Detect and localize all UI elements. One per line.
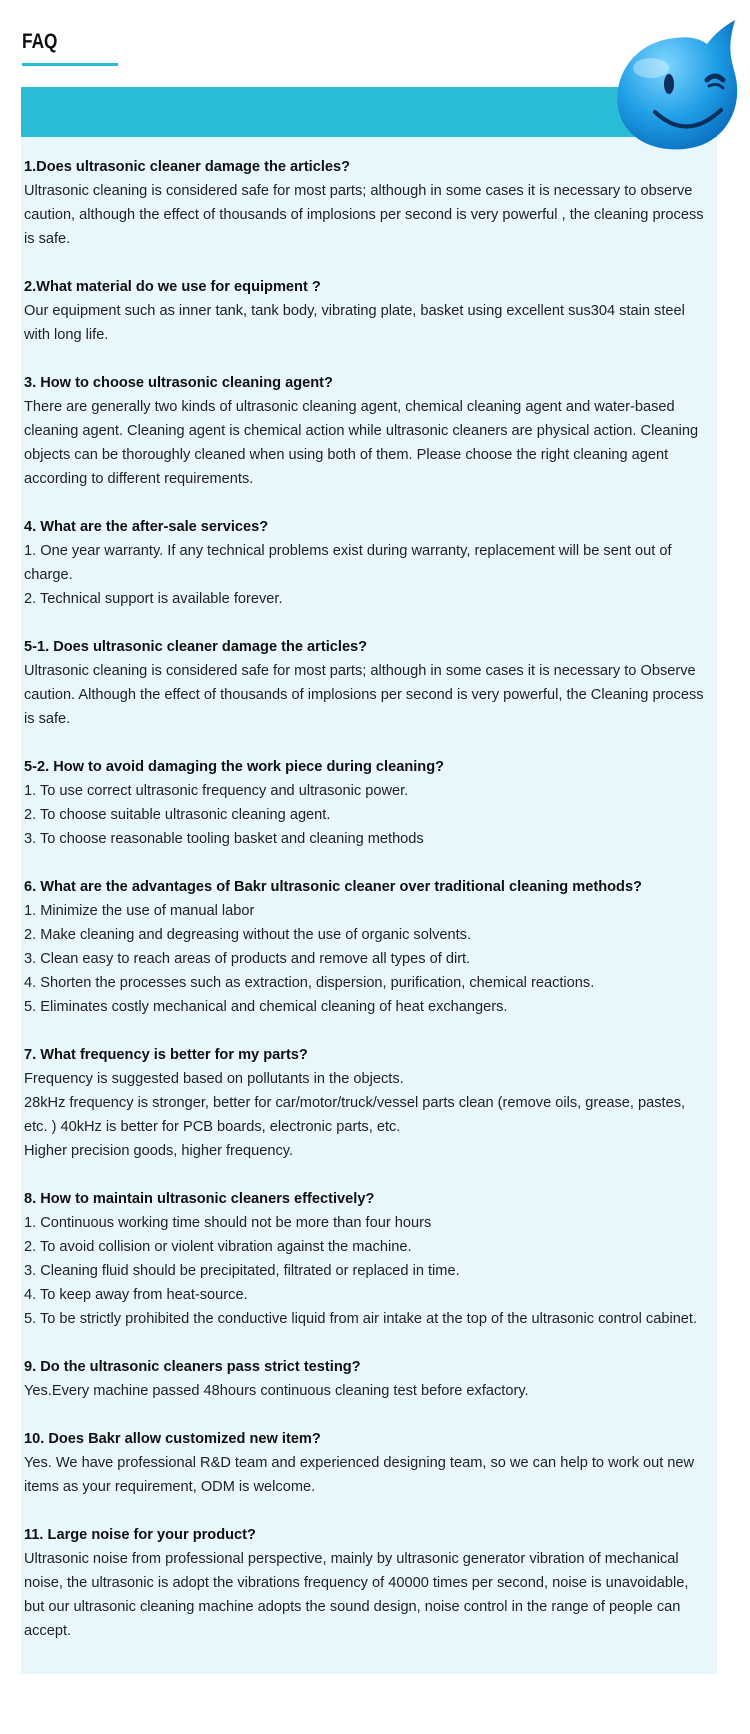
faq-answer-line: but our ultrasonic cleaning machine adopts the sound design, noise control in the range of people can bbox=[24, 1599, 681, 1615]
faq-answer-line: 1. Minimize the use of manual labor bbox=[24, 903, 255, 919]
faq-answer-line: Yes.Every machine passed 48hours continuous cleaning test before exfactory. bbox=[24, 1383, 529, 1399]
faq-answer-line: according to different requirements. bbox=[24, 471, 254, 487]
faq-item bbox=[24, 635, 724, 731]
faq-answer-line: Ultrasonic cleaning is considered safe for most parts; although in some cases it is necessary to observe bbox=[24, 183, 693, 199]
faq-item bbox=[24, 755, 724, 851]
faq-answer-line: Our equipment such as inner tank, tank body, vibrating plate, basket using excellent sus304 stain steel bbox=[24, 303, 685, 319]
faq-question: 6. What are the advantages of Bakr ultrasonic cleaner over traditional cleaning methods? bbox=[24, 879, 642, 895]
faq-item bbox=[24, 1523, 724, 1643]
faq-answer-line: Ultrasonic noise from professional perspective, mainly by ultrasonic generator vibration of mechanical bbox=[24, 1551, 679, 1567]
faq-question: 7. What frequency is better for my parts? bbox=[24, 1047, 308, 1063]
faq-answer-line: etc. ) 40kHz is better for PCB boards, electronic parts, etc. bbox=[24, 1119, 401, 1135]
faq-answer-line: noise, the ultrasonic is adopt the vibrations frequency of 40000 times per second, noise is unavoidable, bbox=[24, 1575, 689, 1591]
faq-answer-line: 28kHz frequency is stronger, better for car/motor/truck/vessel parts clean (remove oils, grease, pastes, bbox=[24, 1095, 686, 1111]
faq-answer-line: 3. Clean easy to reach areas of products and remove all types of dirt. bbox=[24, 951, 471, 967]
faq-question: 10. Does Bakr allow customized new item? bbox=[24, 1431, 321, 1447]
faq-item bbox=[24, 515, 724, 611]
faq-answer-line: 3. Cleaning fluid should be precipitated, filtrated or replaced in time. bbox=[24, 1263, 460, 1279]
smiling-droplet-mascot-icon bbox=[603, 18, 741, 153]
faq-answer-line: There are generally two kinds of ultrasonic cleaning agent, chemical cleaning agent and water-based bbox=[24, 399, 675, 415]
faq-answer-line: with long life. bbox=[24, 327, 109, 343]
faq-list bbox=[24, 155, 724, 1667]
faq-answer-line: 5. Eliminates costly mechanical and chemical cleaning of heat exchangers. bbox=[24, 999, 508, 1015]
faq-item bbox=[24, 275, 724, 347]
faq-answer-line: 4. Shorten the processes such as extraction, dispersion, purification, chemical reactions. bbox=[24, 975, 595, 991]
faq-answer-line: 1. One year warranty. If any technical problems exist during warranty, replacement will be sent out of bbox=[24, 543, 672, 559]
faq-answer-line: 3. To choose reasonable tooling basket and cleaning methods bbox=[24, 831, 424, 847]
faq-question: 11. Large noise for your product? bbox=[24, 1527, 256, 1543]
faq-answer-line: is safe. bbox=[24, 711, 71, 727]
faq-question: 5-1. Does ultrasonic cleaner damage the articles? bbox=[24, 639, 368, 655]
title-underline bbox=[22, 63, 118, 66]
faq-answer-line: 2. Make cleaning and degreasing without the use of organic solvents. bbox=[24, 927, 472, 943]
faq-question: 9. Do the ultrasonic cleaners pass strict testing? bbox=[24, 1359, 361, 1375]
faq-answer-line: accept. bbox=[24, 1623, 72, 1639]
faq-answer-line: 4. To keep away from heat-source. bbox=[24, 1287, 248, 1303]
faq-answer-line: objects can be thoroughly cleaned when using both of them. Please choose the right cleaning agent bbox=[24, 447, 669, 463]
faq-answer-line: is safe. bbox=[24, 231, 71, 247]
faq-answer-line: items as your requirement, ODM is welcome. bbox=[24, 1479, 316, 1495]
faq-question: 2.What material do we use for equipment ? bbox=[24, 279, 321, 295]
faq-answer-line: cleaning agent. Cleaning agent is chemical action while ultrasonic cleaners are physical action. Cleaning bbox=[24, 423, 699, 439]
faq-item bbox=[24, 155, 724, 251]
faq-answer-line: 2. To choose suitable ultrasonic cleaning agent. bbox=[24, 807, 331, 823]
faq-answer-line: 1. Continuous working time should not be more than four hours bbox=[24, 1215, 432, 1231]
faq-answer-line: caution, although the effect of thousands of implosions per second is very powerful , the cleaning process bbox=[24, 207, 704, 223]
faq-question: 1.Does ultrasonic cleaner damage the articles? bbox=[24, 159, 351, 175]
faq-item bbox=[24, 1187, 724, 1331]
faq-answer-line: Ultrasonic cleaning is considered safe for most parts; although in some cases it is necessary to Observe bbox=[24, 663, 696, 679]
faq-question: 4. What are the after-sale services? bbox=[24, 519, 269, 535]
faq-item bbox=[24, 1355, 724, 1403]
faq-question: 3. How to choose ultrasonic cleaning agent? bbox=[24, 375, 333, 391]
faq-item bbox=[24, 1427, 724, 1499]
faq-item bbox=[24, 875, 724, 1019]
faq-answer-line: 5. To be strictly prohibited the conductive liquid from air intake at the top of the ultrasonic control cabinet. bbox=[24, 1311, 698, 1327]
faq-answer-line: 2. Technical support is available forever. bbox=[24, 591, 283, 607]
faq-item bbox=[24, 1043, 724, 1163]
faq-answer-line: 2. To avoid collision or violent vibration against the machine. bbox=[24, 1239, 412, 1255]
faq-answer-line: 1. To use correct ultrasonic frequency and ultrasonic power. bbox=[24, 783, 409, 799]
faq-question: 5-2. How to avoid damaging the work piece during cleaning? bbox=[24, 759, 445, 775]
faq-question: 8. How to maintain ultrasonic cleaners effectively? bbox=[24, 1191, 375, 1207]
page-title: FAQ bbox=[22, 30, 58, 53]
faq-item bbox=[24, 371, 724, 491]
faq-answer-line: charge. bbox=[24, 567, 73, 583]
faq-answer-line: Frequency is suggested based on pollutants in the objects. bbox=[24, 1071, 404, 1087]
faq-answer-line: Higher precision goods, higher frequency. bbox=[24, 1143, 294, 1159]
faq-answer-line: Yes. We have professional R&D team and experienced designing team, so we can help to work out new bbox=[24, 1455, 695, 1471]
faq-answer-line: caution. Although the effect of thousands of implosions per second is very powerful, the Cleaning process bbox=[24, 687, 704, 703]
